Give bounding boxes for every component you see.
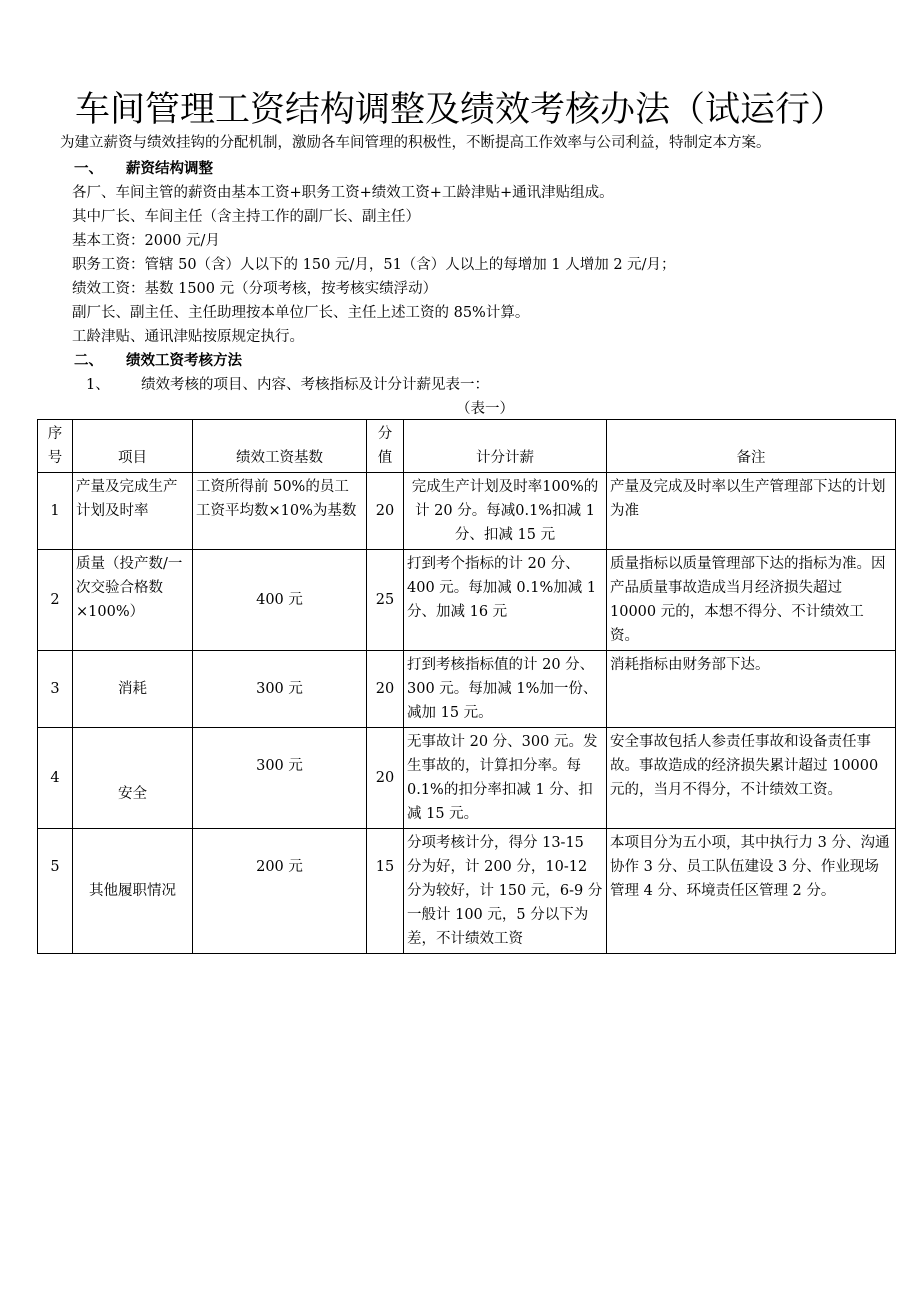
section-1-heading <box>74 157 213 178</box>
deputy-salary-line: 副厂长、副主任、主任助理按本单位厂长、主任上述工资的 85%计算。 <box>72 305 530 321</box>
table-header-row <box>38 420 896 473</box>
header-calc: 计分计薪 <box>404 420 607 473</box>
section-2-heading <box>74 349 242 370</box>
intro-paragraph: 为建立薪资与绩效挂钩的分配机制，激励各车间管理的积极性，不断提高工作效率与公司利益，特制定本方案。 <box>60 135 771 151</box>
row-4-calc: 无事故计 20 分、300 元。发生事故的，计算扣分率。每 0.1%的扣分率扣减 1 分、扣减 15 元。 <box>404 728 607 829</box>
row-1-score: 20 <box>367 473 404 550</box>
header-score-line2: 值 <box>377 450 393 466</box>
section-1-title: 薪资结构调整 <box>126 160 213 177</box>
table-row <box>38 728 896 829</box>
table-row <box>38 651 896 728</box>
header-score <box>367 420 404 473</box>
section-2-number: 二、 <box>74 352 103 369</box>
header-base: 绩效工资基数 <box>193 420 367 473</box>
row-5-note: 本项目分为五小项，其中执行力 3 分、沟通协作 3 分、员工队伍建设 3 分、作业现场管理 4 分、环境责任区管理 2 分。 <box>607 829 896 954</box>
row-2-base: 400 元 <box>193 550 367 651</box>
scope-line: 其中厂长、车间主任（含主持工作的副厂长、副主任） <box>72 209 420 225</box>
method-item-1 <box>86 373 489 394</box>
row-3-score: 20 <box>367 651 404 728</box>
method-item-1-text: 绩效考核的项目、内容、考核指标及计分计薪见表一： <box>141 377 489 393</box>
header-note: 备注 <box>607 420 896 473</box>
header-seq-line1: 序 <box>47 426 63 442</box>
section-2-title: 绩效工资考核方法 <box>126 352 242 369</box>
row-3-base: 300 元 <box>193 651 367 728</box>
row-5-item: 其他履职情况 <box>73 829 193 954</box>
section-1-number: 一、 <box>74 160 103 177</box>
row-3-calc: 打到考核指标值的计 20 分、300 元。每加减 1%加一份、减加 15 元。 <box>404 651 607 728</box>
header-seq-line2: 号 <box>47 450 63 466</box>
row-4-score: 20 <box>367 728 404 829</box>
base-salary-line: 基本工资：2000 元/月 <box>72 233 220 249</box>
header-item: 项目 <box>73 420 193 473</box>
row-4-item: 安全 <box>73 728 193 829</box>
row-1-item: 产量及完成生产计划及时率 <box>73 473 193 550</box>
method-item-1-number: 1、 <box>86 377 110 393</box>
row-1-base: 工资所得前 50%的员工工资平均数×10%为基数 <box>193 473 367 550</box>
row-5-score: 15 <box>367 829 404 954</box>
performance-salary-line: 绩效工资：基数 1500 元（分项考核，按考核实绩浮动） <box>72 281 438 297</box>
row-1-seq: 1 <box>38 473 73 550</box>
performance-table <box>37 419 896 954</box>
table-row <box>38 550 896 651</box>
row-5-seq: 5 <box>38 829 73 954</box>
document-title: 车间管理工资结构调整及绩效考核办法（试运行） <box>74 90 845 130</box>
table-row <box>38 473 896 550</box>
row-1-calc: 完成生产计划及时率100%的计 20 分。每减0.1%扣减 1 分、扣减 15 元 <box>404 473 607 550</box>
row-2-score: 25 <box>367 550 404 651</box>
row-1-note: 产量及完成及时率以生产管理部下达的计划为准 <box>607 473 896 550</box>
row-4-seq: 4 <box>38 728 73 829</box>
position-salary-line: 职务工资：管辖 50（含）人以下的 150 元/月，51（含）人以上的每增加 1 人增加 2 元/月； <box>72 257 676 273</box>
row-3-seq: 3 <box>38 651 73 728</box>
row-5-base: 200 元 <box>193 829 367 954</box>
table-row <box>38 829 896 954</box>
header-seq <box>38 420 73 473</box>
header-score-line1: 分 <box>377 426 393 442</box>
row-2-note: 质量指标以质量管理部下达的指标为准。因产品质量事故造成当月经济损失超过 10000 元的，本想不得分、不计绩效工资。 <box>607 550 896 651</box>
row-2-item: 质量（投产数/一次交验合格数×100%） <box>73 550 193 651</box>
salary-composition-line: 各厂、车间主管的薪资由基本工资+职务工资+绩效工资+工龄津贴+通讯津贴组成。 <box>72 185 614 201</box>
row-3-note: 消耗指标由财务部下达。 <box>607 651 896 728</box>
table-caption: （表一） <box>456 401 514 417</box>
row-2-calc: 打到考个指标的计 20 分、400 元。每加减 0.1%加减 1 分、加减 16 元 <box>404 550 607 651</box>
row-3-item: 消耗 <box>73 651 193 728</box>
row-4-base: 300 元 <box>193 728 367 829</box>
row-4-note: 安全事故包括人参责任事故和设备责任事故。事故造成的经济损失累计超过 10000 元的，当月不得分，不计绩效工资。 <box>607 728 896 829</box>
row-5-calc: 分项考核计分，得分 13-15 分为好，计 200 分，10-12 分为较好，计 150 元，6-9 分一般计 100 元，5 分以下为差，不计绩效工资 <box>404 829 607 954</box>
allowance-line: 工龄津贴、通讯津贴按原规定执行。 <box>72 329 304 345</box>
row-2-seq: 2 <box>38 550 73 651</box>
